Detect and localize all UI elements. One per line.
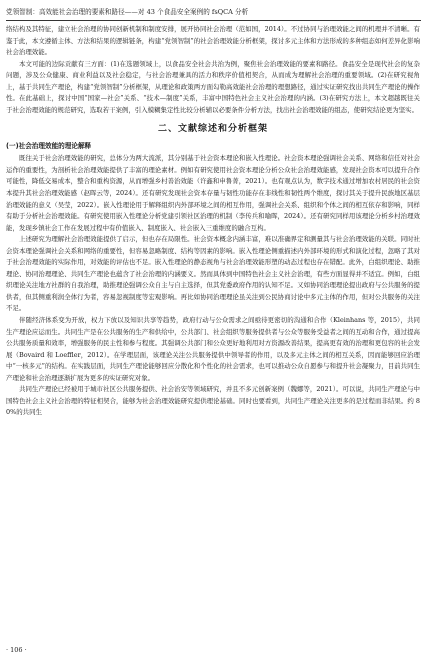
subsection-heading: (一)社会治理效能的理论解释 bbox=[6, 142, 92, 151]
page-number: · 106 · bbox=[6, 646, 27, 654]
body-paragraph: 上述研究为理解社会治理效能提供了启示，但也存在局限性。社会资本概念内涵丰富，难以准确界定和测量其与社会治理效能的关联。同时社会资本理论强调社会关系和网络的重要性，但容易忽略制度、结构等因素的影响。嵌入性理论侧重描述内外部环境的形式和演化过程，忽略了其对于社会治理效能的实际作用，对效能的评估也不足。嵌入性理论的静态视角与社会治理效能形塑的动态过程也存在错配。此外，白组织理论、助推理论、协同治理理论、共同生产理论也蕴含了社会治理的内涵要义。然而具体到中国特色社会主义社会治理，有些方面显得并不适宜。例如，白组织理论关注地方社群的自我治理，助推理论强调公众自主与自主选择，但其党委政府作用的认知不足。又如协同治理理论提出政府与公共服务的提供者，但其侧重利润全体行为者，容易忽视制度等宏观影响。再比如协同治理理论虽关注到公民协商讨论中多元主体的作用，但对公共服务的关注不足。 bbox=[6, 235, 420, 313]
body-paragraph: 既往关于社会治理效能的研究，总体分为两大流派，其分别基于社会资本理论和嵌入性理论。社会资本理论强调社会关系、网络和信任对社会运作的重要性，为剖析社会治理效能提供了丰富的理论素材。例如有研究使用社会资本理论分析公众社会治理效能感，发现社会资本可以提升合作可能性，降低交易成本，整合和重构资源，从而增强乡村善治效能（许鑫和申鲁菁，2021）。也有观点认为，数字技术通过增加农村居民的社会资本提升其社会治理效能感（赵晖云等，2024）。还有研究发现社会资本存量与韧性功能存在非线性和韧性两个维度，探讨其关于提升民族地区基层治理效能的意义（吴莹，2022）。嵌入性理论用于解释组织内外部环境之间的相互作用，强调社会关系、组织和个体之间的相互依存和影响，同样有助于分析社会治理效能。有研究使用嵌入性理论分析党建引领社区治理的机制（李传兵和喻晖，2024）。还有研究同样用该理论分析乡村治理效能，发现乡镇社会工作在发展过程中有价值嵌入、制度嵌入、社会嵌入三重维度的融合互构。 bbox=[6, 154, 420, 232]
running-header: 党领智制：高效能社会治理的要素和路径——对 43 个食品安全案例的 fsQCA 分析 bbox=[6, 8, 249, 16]
header-divider bbox=[6, 20, 421, 21]
contribution-paragraph: 本文可能的边际贡献有三方面：(1)在选题领域上，以食品安全社会共治为例，聚焦社会治理效能的要素和路径。食品安全是现代社会的复杂问题，涉及公众健康、商业利益以及社会稳定，与社会治理兼具的活力和秩序价值相契合，从而成为理解社会治理的重要领域。(2)在研究视角上，基于共同生产理论，构建“党领智制”分析框架，从理论和政策两方面勾勒高效能社会治理的理想路径，通过实证研究找出共同生产理论的操作性。在此基础上，探讨中国“国家—社会”关系、“技术—制度”关系，丰富中国特色社会主义社会治理的内涵。(3)在研究方法上，本文超越既往关于社会治理效能的规范研究，选取若干案例，引入模糊集定性比较分析辅以必要条件分析方法，找出社会治理效能的组态，使研究结论更为坚实。 bbox=[6, 59, 420, 114]
section-heading: 二、文献综述和分析框架 bbox=[157, 124, 268, 135]
body-paragraph: 共同生产理论已经被用于城市社区公共服务提供、社会治安等领域研究，并且不多元创新案例（魏娜等，2021）。可以说，共同生产理论与中国特色社会主义社会治理的特征相契合，能够为社会治理效能研究提供理论基础。同时也要看到，共同生产理论关注更多的是过程而非结果。约 80%的共同生 bbox=[6, 385, 420, 417]
intro-paragraph-continuation: 络结构及其特征，建立社会治理的协同创新机制和制度安排，展开协同社会治理（范如国，2014）。不过协同与治理效能之间的机理并不清晰。有鉴于此，本文遵循主体、方法和结果的逻辑链条，构建“党领智制”的社会治理效能分析框架，探讨多元主体和方法形成的多种组态如何差异化影响社会治理效能。 bbox=[6, 25, 420, 57]
body-paragraph: 伴随经济体系变为开放，权力下放以及知识共享等趋势，政府行动与公众需求之间亟待更密切的沟通和合作（Kleinhans 等，2015），共同生产理论应运而生。共同生产是在公共服务的生产和供给中，公共部门、社会组织等服务提供者与公众等服务受益者之间的互动和合作，通过提高公共服务质量和效率，增强服务的民主性和参与程度。其强调公共部门和公众更好地利用对方资源改善结果，提高更有效的治理和更包容的社会发展（Bovaird 和 Loeffler，2012）。在学理层面，该理论关注公共服务提供中领导者的作用，以及多元主体之间的相互关系，因而能够回应治理中“一核多元”的结构。在实践层面，共同生产理论能够回应分散化和个性化的社会需求，也可以推动公众自愿参与和提升社会凝聚力，目前共同生产理论和社会治理逐渐扩展为更多的实证研究对象。 bbox=[6, 316, 420, 382]
article-body bbox=[6, 24, 420, 419]
